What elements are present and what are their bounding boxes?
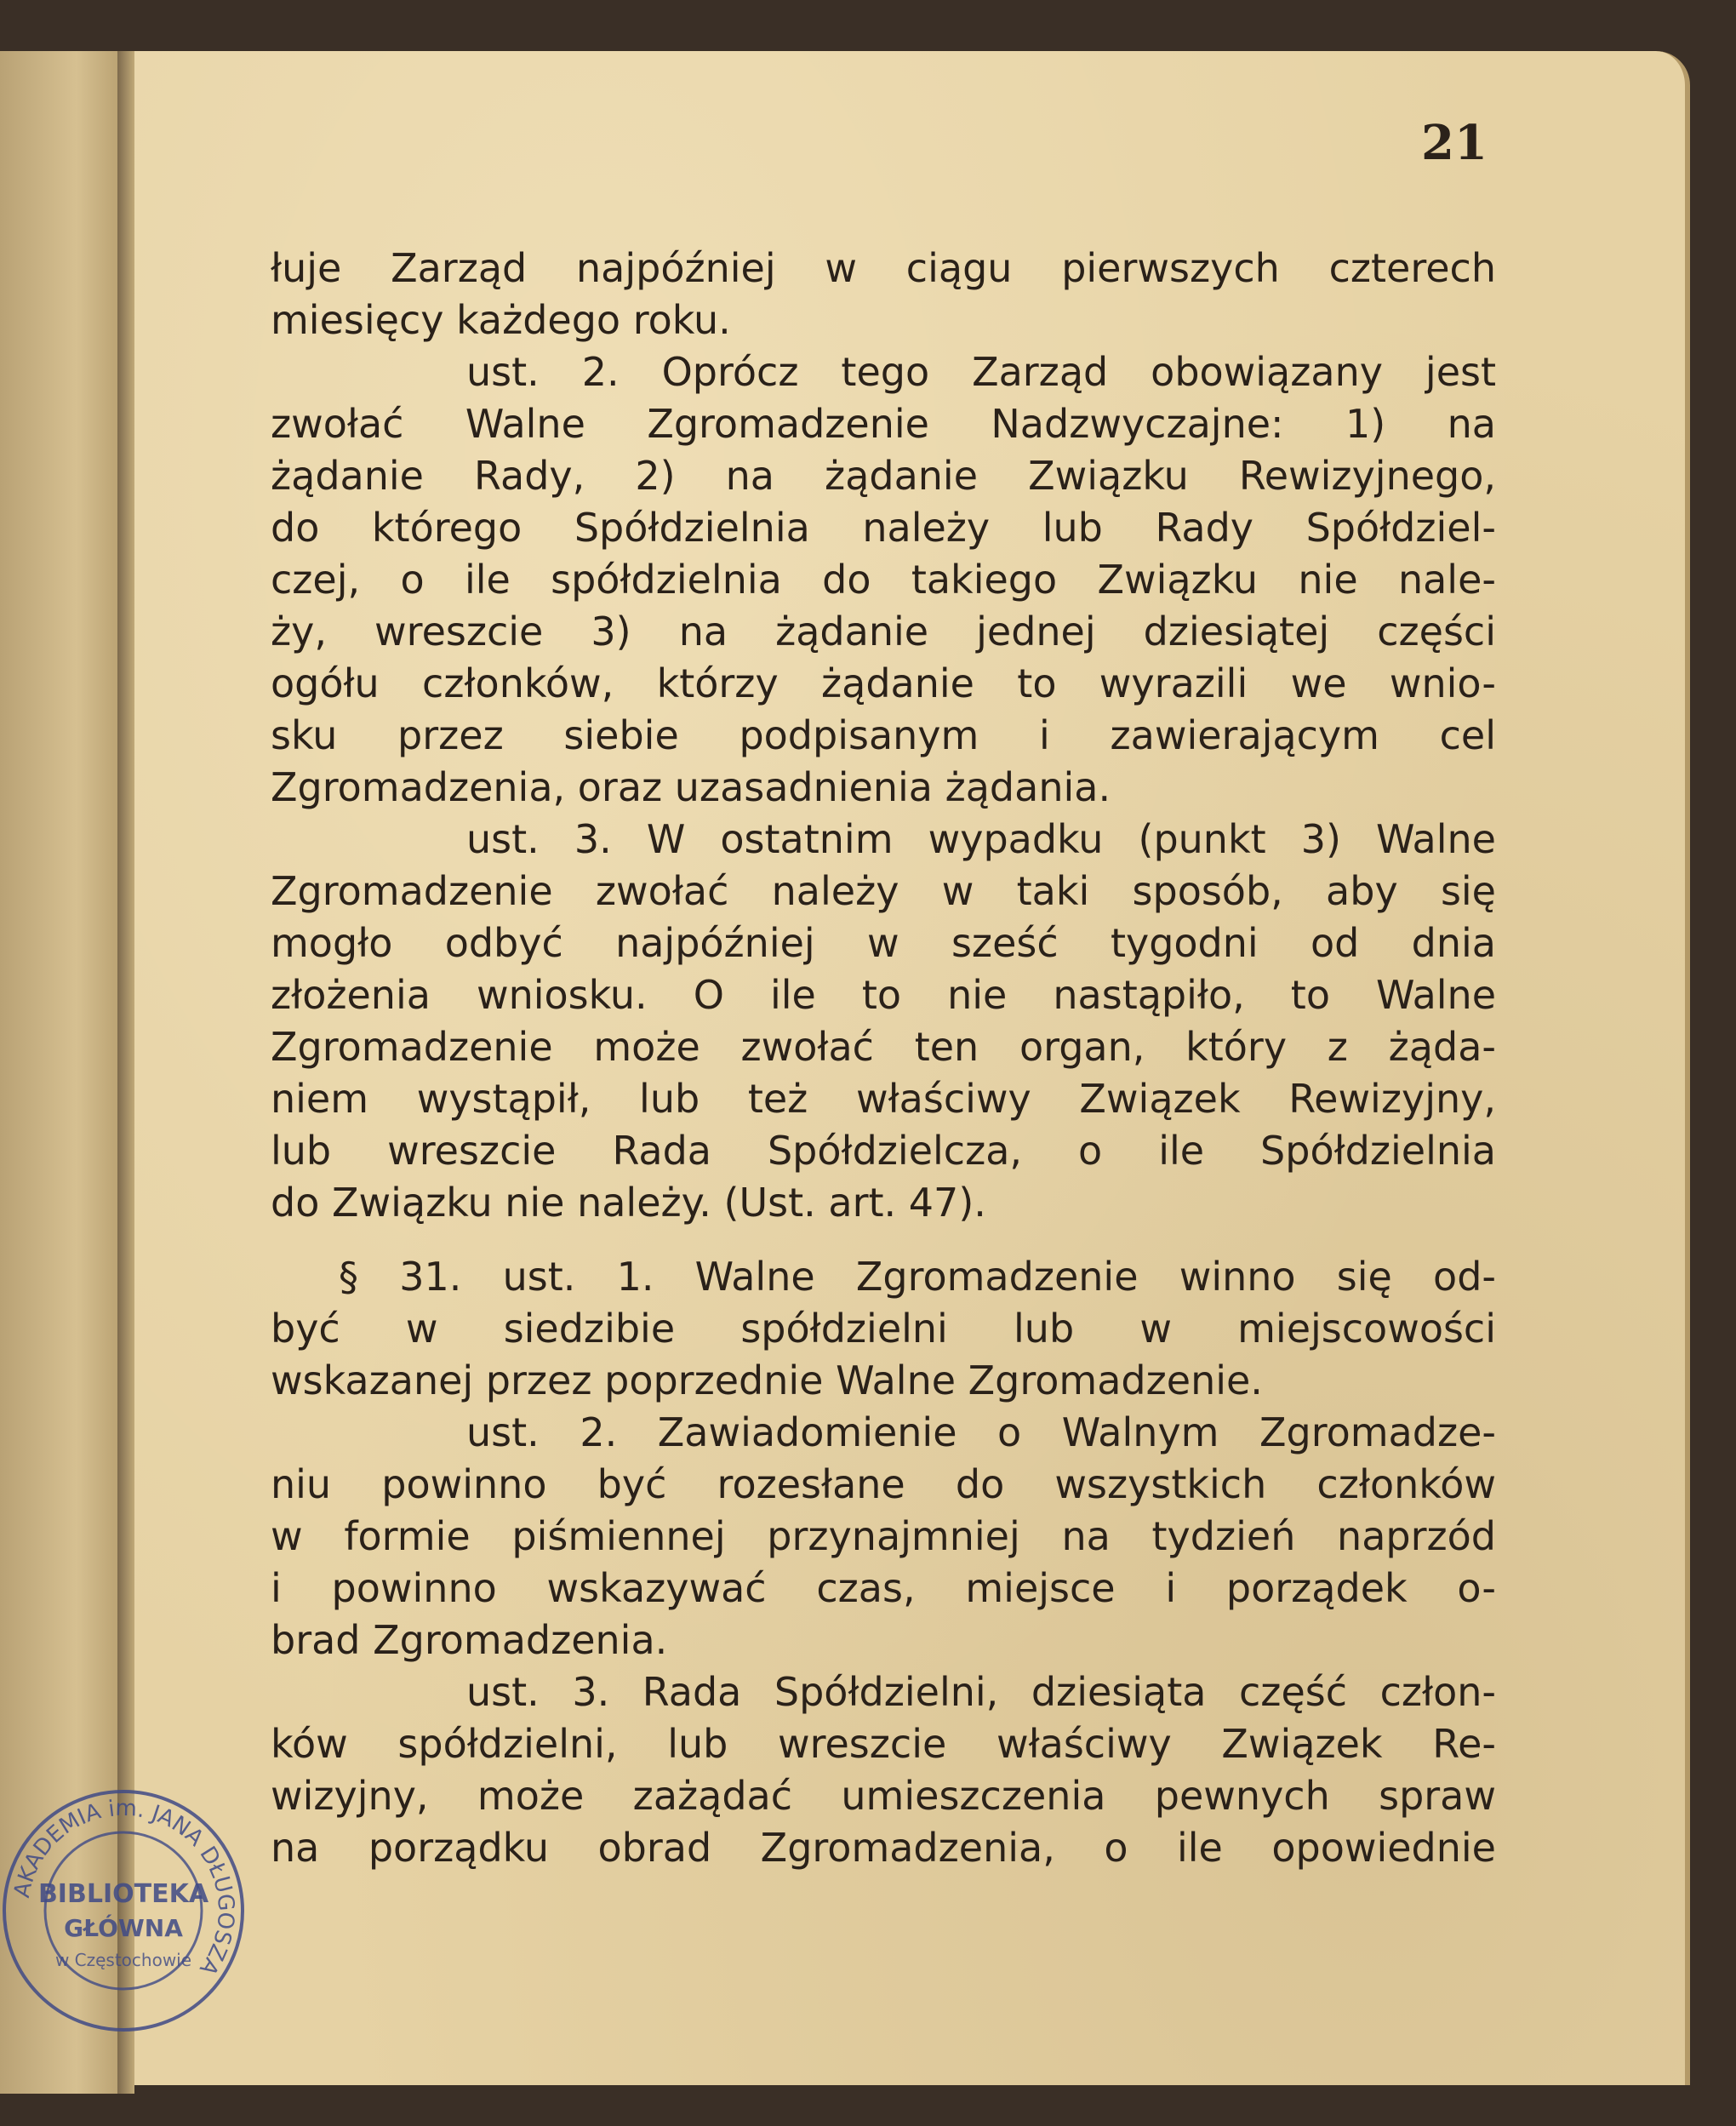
text-line: Zgromadzenie może zwołać ten organ, który z żąda- (271, 1024, 1496, 1070)
text-line: łuje Zarząd najpóźniej w ciągu pierwszych czterech (271, 245, 1496, 291)
page-text (271, 243, 1496, 1874)
page-number: 21 (1421, 115, 1488, 171)
text-line: na porządku obrad Zgromadzenia, o ile opowiednie (271, 1825, 1496, 1871)
text-line: wizyjny, może zażądać umieszczenia pewnych spraw (271, 1773, 1496, 1819)
text-line: złożenia wniosku. O ile to nie nastąpiło, to Walne (271, 972, 1496, 1018)
text-line: miesięcy każdego roku. (271, 297, 731, 343)
text-line: niu powinno być rozesłane do wszystkich członków (271, 1461, 1496, 1507)
text-line: ży, wreszcie 3) na żądanie jednej dziesiątej części (271, 609, 1496, 654)
text-line: brad Zgromadzenia. (271, 1617, 668, 1663)
stamp-line-3: w Częstochowie (54, 1950, 192, 1970)
paragraph-gap (271, 1229, 1496, 1251)
stamp-graphic (0, 1783, 251, 2038)
text-line: ust. 3. Rada Spółdzielni, dziesiąta część człon- (466, 1669, 1496, 1715)
text-line: mogło odbyć najpóźniej w sześć tygodni od dnia (271, 920, 1496, 966)
stamp-line-1: BIBLIOTEKA (37, 1879, 209, 1909)
text-line: ogółu członków, którzy żądanie to wyrazili we wnio- (271, 660, 1496, 706)
stamp-ring-text: AKADEMIA im. JANA DŁUGOSZA (9, 1795, 239, 1980)
text-line: ust. 2. Zawiadomienie o Walnym Zgromadze- (466, 1409, 1496, 1455)
text-line: czej, o ile spółdzielnia do takiego Związku nie nale- (271, 557, 1496, 603)
text-line: żądanie Rady, 2) na żądanie Związku Rewizyjnego, (271, 453, 1496, 499)
text-line: wskazanej przez poprzednie Walne Zgromadzenie. (271, 1357, 1263, 1403)
text-line: w formie piśmiennej przynajmniej na tydzień naprzód (271, 1513, 1496, 1559)
library-stamp (0, 1783, 251, 2038)
text-line: do którego Spółdzielnia należy lub Rady Spółdziel- (271, 505, 1496, 551)
text-line: lub wreszcie Rada Spółdzielcza, o ile Spółdzielnia (271, 1128, 1496, 1174)
text-line: ków spółdzielni, lub wreszcie właściwy Związek Re- (271, 1721, 1496, 1767)
text-line: niem wystąpił, lub też właściwy Związek Rewizyjny, (271, 1076, 1496, 1122)
text-line: Zgromadzenia, oraz uzasadnienia żądania. (271, 764, 1111, 810)
text-line: być w siedzibie spółdzielni lub w miejscowości (271, 1306, 1496, 1352)
text-line: ust. 2. Oprócz tego Zarząd obowiązany jest (466, 349, 1496, 395)
text-line: zwołać Walne Zgromadzenie Nadzwyczajne: 1) na (271, 401, 1496, 447)
text-line: § 31. ust. 1. Walne Zgromadzenie winno się od- (339, 1254, 1496, 1300)
text-line: i powinno wskazywać czas, miejsce i porządek o- (271, 1565, 1496, 1611)
text-line: do Związku nie należy. (Ust. art. 47). (271, 1180, 986, 1226)
text-line: ust. 3. W ostatnim wypadku (punkt 3) Walne (466, 816, 1496, 862)
stamp-line-2: GŁÓWNA (64, 1914, 183, 1942)
text-line: Zgromadzenie zwołać należy w taki sposób, aby się (271, 868, 1496, 914)
text-line: sku przez siebie podpisanym i zawierającym cel (271, 712, 1496, 758)
